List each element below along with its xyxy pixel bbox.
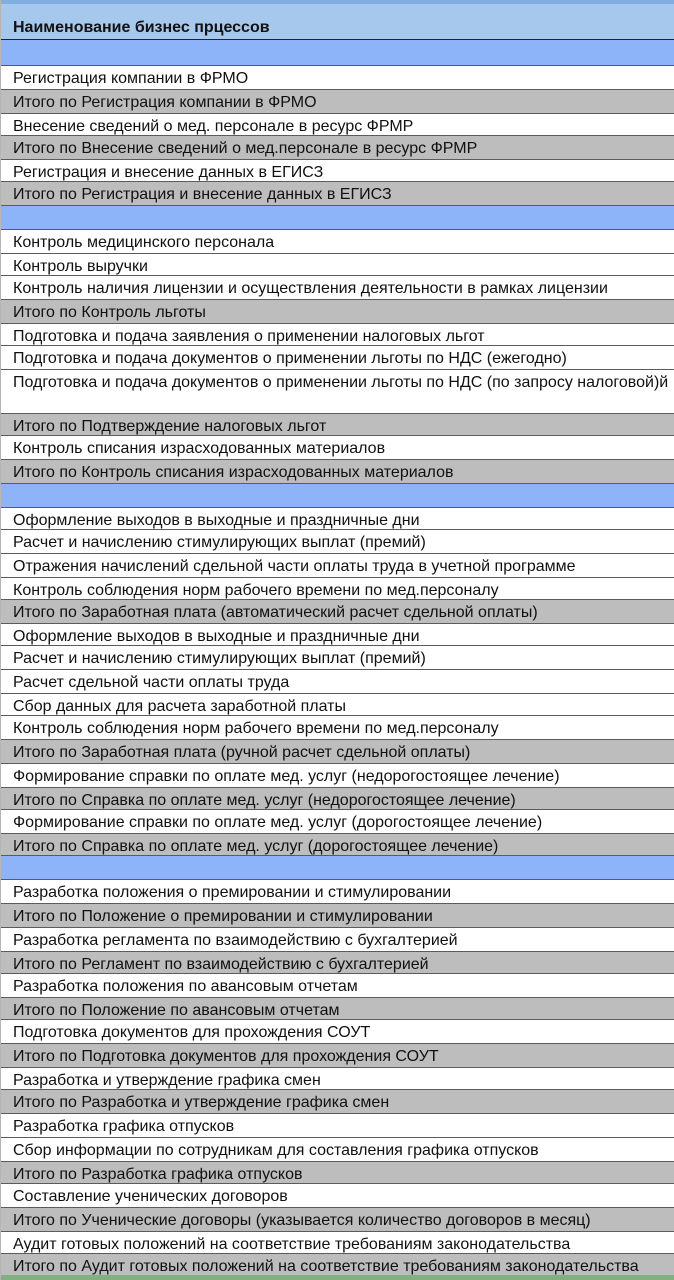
- section-separator-row[interactable]: [1, 856, 674, 880]
- total-row[interactable]: Итого по Ученические договоры (указывается количество договоров в месяц): [1, 1208, 674, 1232]
- table-row[interactable]: Сбор данных для расчета заработной платы: [1, 694, 674, 716]
- total-row[interactable]: Итого по Регистрация компании в ФРМО: [1, 90, 674, 114]
- table-row[interactable]: Контроль соблюдения норм рабочего времени по мед.персоналу: [1, 716, 674, 740]
- table-row[interactable]: Подготовка и подача заявления о применении налоговых льгот: [1, 324, 674, 346]
- total-row[interactable]: Итого по Заработная плата (автоматический расчет сдельной оплаты): [1, 600, 674, 624]
- table-row[interactable]: Расчет и начислению стимулирующих выплат (премий): [1, 646, 674, 670]
- table-row[interactable]: Разработка графика отпусков: [1, 1114, 674, 1138]
- section-separator-row[interactable]: [1, 484, 674, 508]
- table-row[interactable]: Контроль соблюдения норм рабочего времени по мед.персоналу: [1, 578, 674, 600]
- total-row[interactable]: Итого по Регистрация и внесение данных в ЕГИСЗ: [1, 182, 674, 206]
- table-row[interactable]: Разработка положения о премировании и стимулировании: [1, 880, 674, 904]
- table-row[interactable]: Подготовка документов для прохождения СОУТ: [1, 1020, 674, 1044]
- total-row[interactable]: Итого по Справка по оплате мед. услуг (дорогостоящее лечение): [1, 834, 674, 856]
- table-row[interactable]: Оформление выходов в выходные и праздничные дни: [1, 508, 674, 530]
- total-row[interactable]: Итого по Аудит готовых положений на соответствие требованиям законодательства: [1, 1254, 674, 1276]
- bottom-strip: [1, 1275, 674, 1280]
- table-row[interactable]: Составление ученических договоров: [1, 1184, 674, 1208]
- table-row[interactable]: Регистрация компании в ФРМО: [1, 66, 674, 90]
- table-row[interactable]: Контроль наличия лицензии и осуществления деятельности в рамках лицензии: [1, 276, 674, 300]
- total-row[interactable]: Итого по Положение о премировании и стимулировании: [1, 904, 674, 928]
- table-row[interactable]: Разработка положения по авансовым отчетам: [1, 974, 674, 998]
- section-separator-row[interactable]: [1, 40, 674, 66]
- table-row[interactable]: Контроль выручки: [1, 254, 674, 276]
- table-row[interactable]: Расчет и начислению стимулирующих выплат (премий): [1, 530, 674, 554]
- total-row[interactable]: Итого по Внесение сведений о мед.персонале в ресурс ФРМР: [1, 136, 674, 160]
- total-row[interactable]: Итого по Контроль списания израсходованных материалов: [1, 460, 674, 484]
- table-row[interactable]: Аудит готовых положений на соответствие требованиям законодательства: [1, 1232, 674, 1254]
- table-row[interactable]: Регистрация и внесение данных в ЕГИСЗ: [1, 160, 674, 182]
- total-row[interactable]: Итого по Разработка и утверждение графика смен: [1, 1090, 674, 1114]
- column-header-label: Наименование бизнес прцессов: [13, 19, 270, 36]
- total-row[interactable]: Итого по Контроль льготы: [1, 300, 674, 324]
- table-row[interactable]: Разработка и утверждение графика смен: [1, 1068, 674, 1090]
- total-row[interactable]: Итого по Подготовка документов для прохождения СОУТ: [1, 1044, 674, 1068]
- table-row[interactable]: Внесение сведений о мед. персонале в ресурс ФРМР: [1, 114, 674, 136]
- table-row[interactable]: Расчет сдельной части оплаты труда: [1, 670, 674, 694]
- table-row[interactable]: Разработка регламента по взаимодействию с бухгалтерией: [1, 928, 674, 952]
- table-row[interactable]: Подготовка и подача документов о применении льготы по НДС (по запросу налоговой)й: [1, 370, 674, 414]
- column-header[interactable]: [1, 0, 674, 40]
- table-row[interactable]: Формирование справки по оплате мед. услуг (недорогостоящее лечение): [1, 764, 674, 788]
- table-row[interactable]: Контроль медицинского персонала: [1, 230, 674, 254]
- total-row[interactable]: Итого по Положение по авансовым отчетам: [1, 998, 674, 1020]
- total-row[interactable]: Итого по Регламент по взаимодействию с бухгалтерией: [1, 952, 674, 974]
- table-row[interactable]: Отражения начислений сдельной части оплаты труда в учетной программе: [1, 554, 674, 578]
- header-top-border: [1, 0, 674, 4]
- table-row[interactable]: Оформление выходов в выходные и праздничные дни: [1, 624, 674, 646]
- total-row[interactable]: Итого по Справка по оплате мед. услуг (недорогостоящее лечение): [1, 788, 674, 810]
- section-separator-row[interactable]: [1, 206, 674, 230]
- total-row[interactable]: Итого по Разработка графика отпусков: [1, 1162, 674, 1184]
- total-row[interactable]: Итого по Подтверждение налоговых льгот: [1, 414, 674, 436]
- table-row[interactable]: Формирование справки по оплате мед. услуг (дорогостоящее лечение): [1, 810, 674, 834]
- table-row[interactable]: Сбор информации по сотрудникам для составления графика отпусков: [1, 1138, 674, 1162]
- table-row[interactable]: Контроль списания израсходованных материалов: [1, 436, 674, 460]
- table-row[interactable]: Подготовка и подача документов о применении льготы по НДС (ежегодно): [1, 346, 674, 370]
- total-row[interactable]: Итого по Заработная плата (ручной расчет сдельной оплаты): [1, 740, 674, 764]
